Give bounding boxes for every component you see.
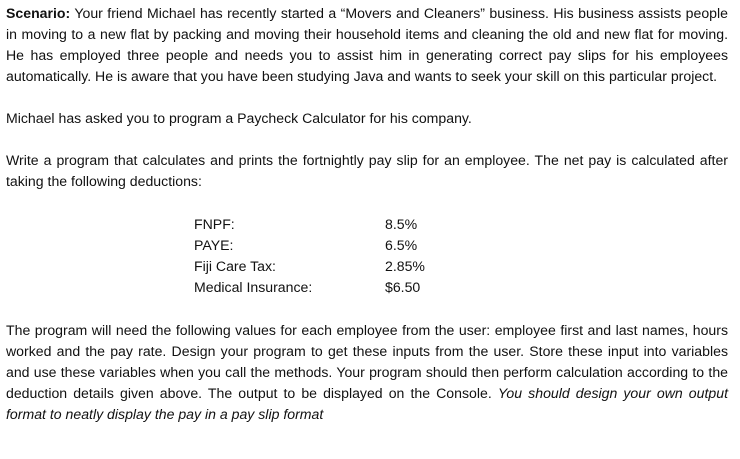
deduction-rate: 2.85% <box>385 258 425 274</box>
scenario-label: Scenario: <box>6 5 71 21</box>
scenario-text: Your friend Michael has recently started a “Movers and Cleaners” business. His business assists people in moving to a new flat by packing and moving their household items and cleaning the old and new flat for moving. He has employed three people and needs you to assist him in generating correct pay slips for his employees automatically. He is aware that you have been studying Java and wants to seek your skill on this particular project. <box>6 5 728 84</box>
deduction-name: Medical Insurance: <box>194 279 313 295</box>
requirements-text: The program will need the following values for each employee from the user: employee first and last names, hours worked and the pay rate. Design your program to get these inputs from the user. Store these input into variables and use these variables when you call the methods. Your program should then perform calculation according to the deduction details given above. The output to be displayed on the Console. <box>6 322 728 401</box>
deduction-row <box>194 214 465 235</box>
deduction-rate: 6.5% <box>385 237 418 253</box>
requirements-italic-note: You should design your own output format to neatly display the pay in a pay slip format <box>6 385 728 422</box>
requirements-paragraph <box>6 320 728 425</box>
deduction-name: FNPF: <box>194 216 235 232</box>
deduction-name: PAYE: <box>194 237 234 253</box>
task-paragraph: Write a program that calculates and prints the fortnightly pay slip for an employee. The net pay is calculated after taking the following deductions: <box>6 152 728 189</box>
deduction-rate: 8.5% <box>385 216 418 232</box>
deduction-row <box>194 277 465 298</box>
deduction-rate: $6.50 <box>385 279 421 295</box>
deduction-name: Fiji Care Tax: <box>194 258 276 274</box>
deduction-row <box>194 235 465 256</box>
scenario-paragraph <box>6 3 728 87</box>
deductions-table <box>194 214 465 298</box>
request-paragraph: Michael has asked you to program a Paycheck Calculator for his company. <box>6 110 472 126</box>
deduction-row <box>194 256 465 277</box>
